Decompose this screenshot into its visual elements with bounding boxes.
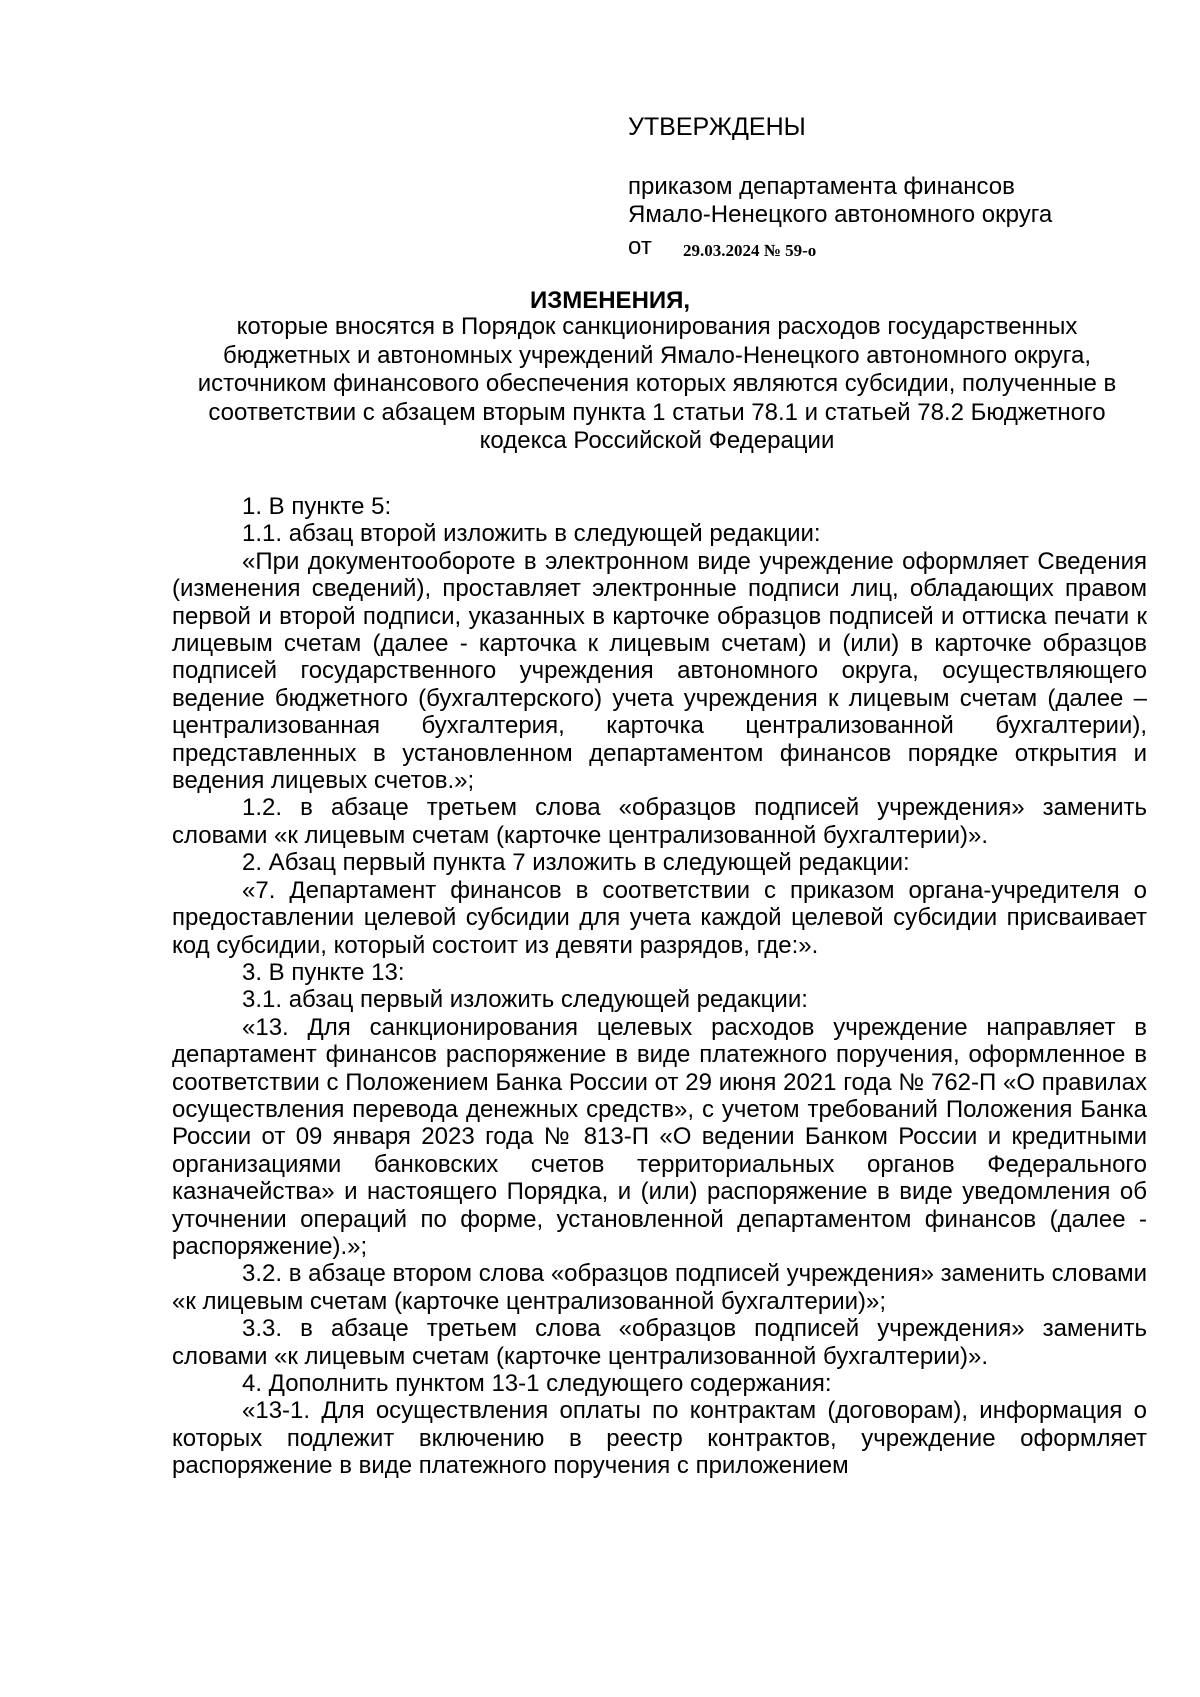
paragraph-2: 2. Абзац первый пункта 7 изложить в следующей редакции: [242, 849, 910, 877]
approval-from-label: от [628, 233, 652, 260]
paragraph-1-1-text: «При документообороте в электронном виде учреждение оформляет Сведения (изменения сведений), проставляет электронные подписи лиц, обладающих правом первой и второй подписи, указанных в карточке образцов подписей и оттиска печати к лицевым счетам (далее - карточка к лицевым счетам) и (или) в карточке образцов подписей государственного учреждения автономного округа, осуществляющего ведение бюджетного (бухгалтерского) учета учреждения к лицевым счетам (далее – централизованная бухгалтерия, карточка централизованной бухгалтерии), представленных в установленном департаментом финансов порядке открытия и ведения лицевых счетов.»; [172, 547, 1147, 795]
paragraph-4: 4. Дополнить пунктом 13-1 следующего содержания: [242, 1370, 832, 1397]
paragraph-2-text: «7. Департамент финансов в соответствии с приказом органа-учредителя о предоставлении целевой субсидии для учета каждой целевой субсидии присваивает код субсидии, который состоит из девяти разрядов, где:». [172, 876, 1147, 959]
paragraph-1: 1. В пункте 5: [242, 493, 392, 520]
paragraph-3-1: 3.1. абзац первый изложить следующей редакции: [242, 986, 808, 1014]
approval-date-number: 29.03.2024 № 59-о [683, 241, 817, 260]
approval-title: УТВЕРЖДЕНЫ [628, 113, 806, 141]
approval-issuer-line2: Ямало-Ненецкого автономного округа [628, 201, 1053, 228]
document-body [172, 493, 1147, 1480]
approval-issuer-line1: приказом департамента финансов [628, 173, 1015, 200]
paragraph-1-1: 1.1. абзац второй изложить в следующей редакции: [242, 520, 821, 548]
paragraph-3-1-text: «13. Для санкционирования целевых расходов учреждение направляет в департамент финансов распоряжение в виде платежного поручения, оформленное в соответствии с Положением Банка России от 29 июня 2021 года № 762-П «О правилах осуществления перевода денежных средств», с учетом требований Положения Банка России от 09 января 2023 года № 813-П «О ведении Банком России и кредитными организациями банковских счетов территориальных органов Федерального казначейства» и настоящего Порядка, и (или) распоряжение в виде уведомления об уточнении операций по форме, установленной департаментом финансов (далее - распоряжение).»; [172, 1013, 1147, 1260]
document-subtitle: которые вносятся в Порядок санкционирования расходов государственных бюджетных и автономных учреждений Ямало-Ненецкого автономного округа, источником финансового обеспечения которых являются субсидии, полученные в соответствии с абзацем вторым пункта 1 статьи 78.1 и статьей 78.2 Бюджетного кодекса Российской Федерации [197, 313, 1117, 454]
paragraph-3-3: 3.3. в абзаце третьем слова «образцов подписей учреждения» заменить словами «к лицевым счетам (карточке централизованной бухгалтерии)». [172, 1315, 1147, 1370]
document-title: ИЗМЕНЕНИЯ, [529, 287, 691, 314]
paragraph-1-2: 1.2. в абзаце третьем слова «образцов подписей учреждения» заменить словами «к лицевым счетам (карточке централизованной бухгалтерии)». [172, 794, 1147, 849]
paragraph-4-text: «13-1. Для осуществления оплаты по контрактам (договорам), информация о которых подлежит включению в реестр контрактов, учреждение оформляет распоряжение в виде платежного поручения с приложением [172, 1397, 1147, 1480]
paragraph-3: 3. В пункте 13: [242, 958, 405, 986]
paragraph-3-2: 3.2. в абзаце втором слова «образцов подписей учреждения» заменить словами «к лицевым счетам (карточке централизованной бухгалтерии)»; [172, 1260, 1147, 1315]
